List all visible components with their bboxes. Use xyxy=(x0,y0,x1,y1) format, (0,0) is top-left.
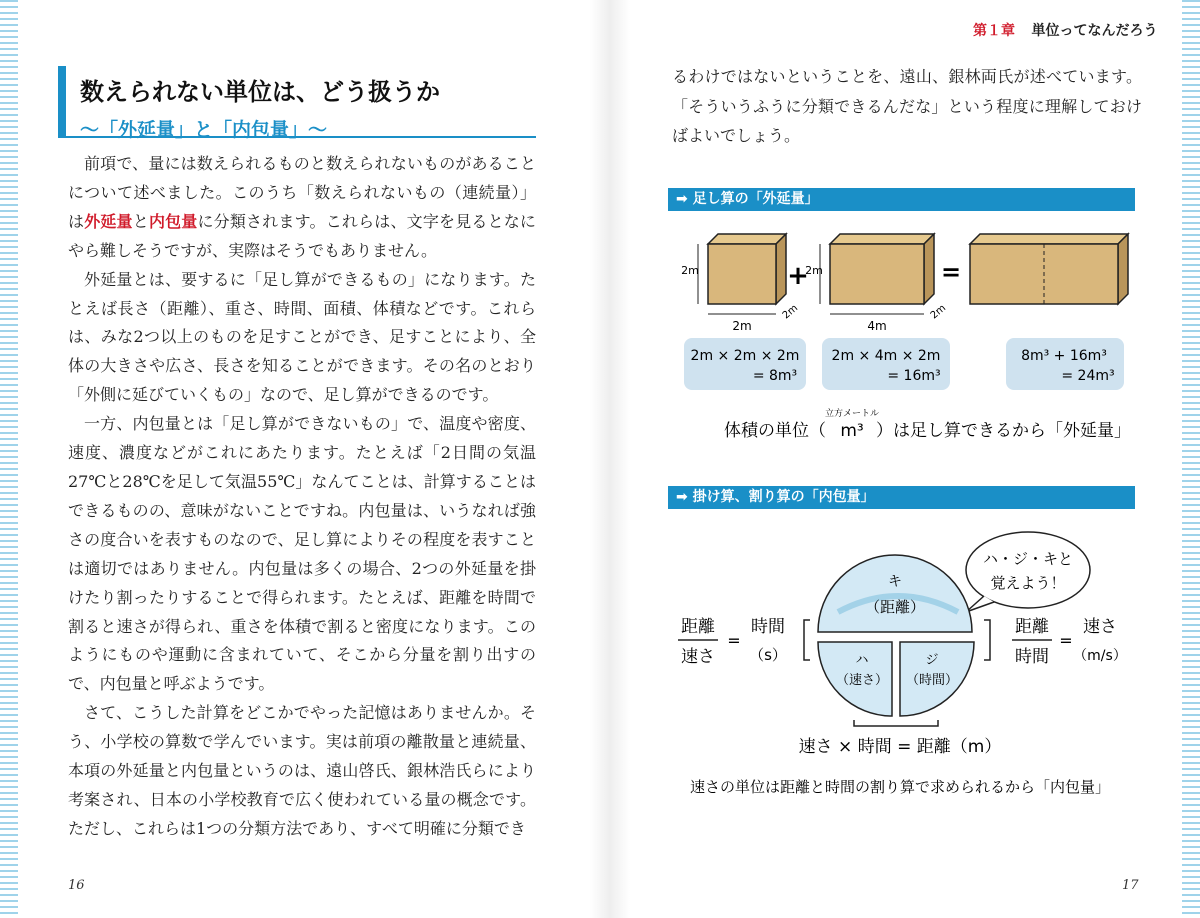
paragraph-continued: るわけではないということを、遠山、銀林両氏が述べています。「そういうふうに分類できるんだな」という程度に理解しておけばよいでしょう。 xyxy=(672,67,1142,145)
formula-combined: 8m³ + 16m³ xyxy=(1021,348,1107,364)
running-head xyxy=(973,20,1157,40)
paragraph-3: 一方、内包量とは「足し算ができないもの」で、温度や密度、速度、濃度などがこれにあたります。たとえば「2日間の気温27℃と28℃を足して気温55℃」なんてことは、計算することはできるものの、意味がないことですね。内包量は、いうなれば強さの度合いを表すものなので、足し算によりその程度を表すことは適切ではありません。内包量は多くの場合、2つの外延量を掛けたり割ったりすることで得られます。たとえば、距離を時間で割ると速さが得られ、重さを体積で割ると密度になります。このようにものや運動に含まれていて、そこから分量を割り出すので、内包量と呼ぶようです。 xyxy=(68,414,536,694)
extensive-caption-ruby: 立方メートル xyxy=(824,409,880,419)
box2-height-label: 2m xyxy=(805,264,823,277)
left-equals: = xyxy=(727,631,741,650)
box-combined xyxy=(970,234,1128,304)
page-number-right: 17 xyxy=(1122,878,1139,893)
paragraph-1: 前項で、量には数えられるものと数えられないものがあることについて述べました。このうち「数えられないもの（連続量）」は外延量と内包量に分類されます。これらは、文字を見るとなにやら難しそうですが、実際はそうでもありません。 xyxy=(68,154,536,260)
ki-word: （距離） xyxy=(864,598,926,616)
extensive-caption-unit: m³ xyxy=(840,421,864,441)
ha-word: （速さ） xyxy=(835,673,889,688)
formula-combined-result: = 24m³ xyxy=(1061,368,1115,384)
page-number-left: 16 xyxy=(68,878,85,893)
left-body-text xyxy=(68,150,536,844)
right-result: 速さ xyxy=(1083,617,1117,637)
extensive-caption-post: ）は足し算できるから「外延量」 xyxy=(876,421,1131,441)
extensive-quantity-figure xyxy=(668,222,1135,452)
left-result: 時間 xyxy=(751,617,785,637)
circle-bottom-ji xyxy=(900,642,974,716)
box-2x2x2 xyxy=(681,234,800,333)
box1-height-label: 2m xyxy=(681,264,699,277)
plus-sign: + xyxy=(787,261,809,291)
section-title-block xyxy=(58,66,536,141)
section-title: 数えられない単位は、どう扱うか xyxy=(80,78,440,106)
circle-bottom-ha xyxy=(818,642,892,716)
extensive-caption-pre: 体積の単位（ xyxy=(724,421,826,441)
formula-box1: 2m × 2m × 2m xyxy=(690,348,800,364)
speech-bubble xyxy=(966,532,1090,612)
formula-box2-result: = 16m³ xyxy=(887,368,941,384)
circle-top-ki xyxy=(818,555,972,632)
page-edge-stripes-right xyxy=(1182,0,1200,918)
section-heading-extensive: ➡ 足し算の「外延量」 xyxy=(668,188,1135,211)
page-edge-stripes-left xyxy=(0,0,18,918)
formula-box2: 2m × 4m × 2m xyxy=(831,348,941,364)
ji-word: （時間） xyxy=(905,673,959,688)
intensive-caption: 速さの単位は距離と時間の割り算で求められるから「内包量」 xyxy=(689,778,1111,796)
left-numerator: 距離 xyxy=(681,617,715,637)
left-result-unit: （s） xyxy=(749,646,787,664)
box-2x4x2 xyxy=(805,234,948,333)
section-heading-intensive: ➡ 掛け算、割り算の「内包量」 xyxy=(668,486,1135,509)
section-subtitle: 〜「外延量」と「内包量」〜 xyxy=(80,119,328,141)
right-numerator: 距離 xyxy=(1015,617,1049,637)
term-naihoryo: 内包量 xyxy=(148,211,198,231)
box1-depth-label: 2m xyxy=(780,302,801,322)
equals-sign: = xyxy=(940,258,962,286)
chapter-title: 単位ってなんだろう xyxy=(1031,23,1158,39)
box1-width-label: 2m xyxy=(732,319,752,333)
bubble-line-2: 覚えよう！ xyxy=(990,574,1066,592)
product-formula: 速さ × 時間 = 距離（m） xyxy=(798,737,1002,757)
right-equals: = xyxy=(1059,631,1073,650)
chapter-label: 第１章 xyxy=(973,23,1015,39)
ha-label: ハ xyxy=(855,653,869,668)
book-gutter xyxy=(590,0,630,918)
formula-box1-result: = 8m³ xyxy=(752,368,798,384)
bubble-line-1: ハ・ジ・キと xyxy=(982,550,1074,568)
paragraph-2: 外延量とは、要するに「足し算ができるもの」になります。たとえば長さ（距離）、重さ、時間、面積、体積などです。これらは、みな2つ以上のものを足すことができ、足すことにより、全体の大きさや広さ、長さを知ることができます。その名のとおり「外側に延びていくもの」なので、足し算ができるのです。 xyxy=(68,269,536,405)
ki-label: キ xyxy=(888,574,902,590)
right-denominator: 時間 xyxy=(1015,647,1049,667)
term-gaienryo: 外延量 xyxy=(84,211,133,231)
right-result-unit: （m/s） xyxy=(1073,648,1127,664)
box2-depth-label: 2m xyxy=(928,302,949,322)
right-body-text xyxy=(672,62,1142,151)
left-denominator: 速さ xyxy=(681,647,715,667)
ji-label: ジ xyxy=(925,653,939,668)
paragraph-4: さて、こうした計算をどこかでやった記憶はありませんか。そう、小学校の算数で学んでいます。実は前項の離散量と連続量、本項の外延量と内包量というのは、遠山啓氏、銀林浩氏らにより考案され、日本の小学校教育で広く使われている量の概念です。ただし、これらは1つの分類方法であり、すべて明確に分類でき xyxy=(68,703,536,838)
intensive-quantity-figure xyxy=(668,520,1135,810)
box2-width-label: 4m xyxy=(867,319,887,333)
